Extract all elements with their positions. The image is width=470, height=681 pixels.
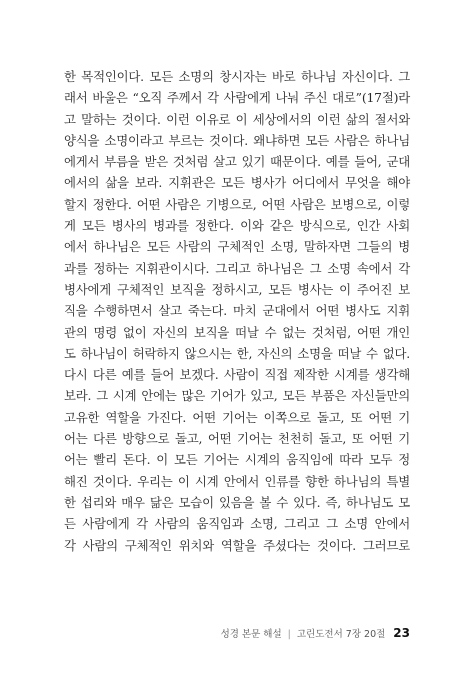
body-text-line: 래서 바울은 “오직 주께서 각 사람에게 나눠 주신 대로”(17절)라 <box>64 90 410 106</box>
body-text-line: 각 사람의 구체적인 위치와 역할을 주셨다는 것이다. 그러므로 <box>64 537 410 553</box>
body-text-line: 에게서 부름을 받은 것처럼 살고 있기 때문이다. 예를 들어, 군대 <box>64 154 410 170</box>
body-text-line: 보라. 그 시계 안에는 많은 기어가 있고, 모든 부품은 자신들만의 <box>64 388 410 404</box>
body-text-line: 한 섭리와 매우 닮은 모습이 있음을 볼 수 있다. 즉, 하나님도 모 <box>64 494 410 510</box>
running-title-chapter: 고린도전서 7장 20절 <box>296 629 386 640</box>
body-text-line: 관의 명령 없이 자신의 보직을 떠날 수 없는 것처럼, 어떤 개인 <box>64 324 410 340</box>
running-title-book: 성경 본문 해설 <box>220 629 282 640</box>
page-body-text <box>64 66 410 556</box>
body-text-line: 어는 다른 방향으로 돌고, 어떤 기어는 천천히 돌고, 또 어떤 기 <box>64 431 410 447</box>
body-text-line: 한 목적인이다. 모든 소명의 창시자는 바로 하나님 자신이다. 그 <box>64 69 410 84</box>
body-text-line: 어는 빨리 돈다. 이 모든 기어는 시계의 움직임에 따라 모두 정 <box>64 452 410 468</box>
page-footer <box>221 626 410 640</box>
page-number: 23 <box>393 626 410 640</box>
body-text-line: 해진 것이다. 우리는 이 시계 안에서 인류를 향한 하나님의 특별 <box>64 473 410 489</box>
body-text-line: 할지 정한다. 어떤 사람은 기병으로, 어떤 사람은 보병으로, 이렇 <box>64 196 410 212</box>
body-text-line: 양식을 소명이라고 부르는 것이다. 왜냐하면 모든 사람은 하나님 <box>64 132 410 148</box>
body-text-line: 도 하나님이 허락하지 않으시는 한, 자신의 소명을 떠날 수 없다. <box>64 345 410 361</box>
footer-separator: | <box>287 629 291 640</box>
body-text-line: 에서 하나님은 모든 사람의 구체적인 소명, 말하자면 그들의 병 <box>64 239 410 255</box>
body-text-line: 든 사람에게 각 사람의 움직임과 소명, 그리고 그 소명 안에서 <box>64 516 410 532</box>
body-text-line: 직을 수행하면서 살고 죽는다. 마치 군대에서 어떤 병사도 지휘 <box>64 303 410 319</box>
body-text-line: 다시 다른 예를 들어 보겠다. 사람이 직접 제작한 시계를 생각해 <box>64 367 410 383</box>
body-text-line: 고 말하는 것이다. 이런 이유로 이 세상에서의 이런 삶의 절서와 <box>64 111 410 127</box>
body-text-line: 병사에게 구체적인 보직을 정하시고, 모든 병사는 이 주어진 보 <box>64 281 410 297</box>
body-text-line: 게 모든 병사의 병과를 정한다. 이와 같은 방식으로, 인간 사회 <box>64 218 410 234</box>
body-text-line: 과를 정하는 지휘관이시다. 그리고 하나님은 그 소명 속에서 각 <box>64 260 410 276</box>
body-text-line: 에서의 삶을 보라. 지휘관은 모든 병사가 어디에서 무엇을 해야 <box>64 175 410 191</box>
body-text-line: 고유한 역할을 가진다. 어떤 기어는 이쪽으로 돌고, 또 어떤 기 <box>64 409 410 425</box>
